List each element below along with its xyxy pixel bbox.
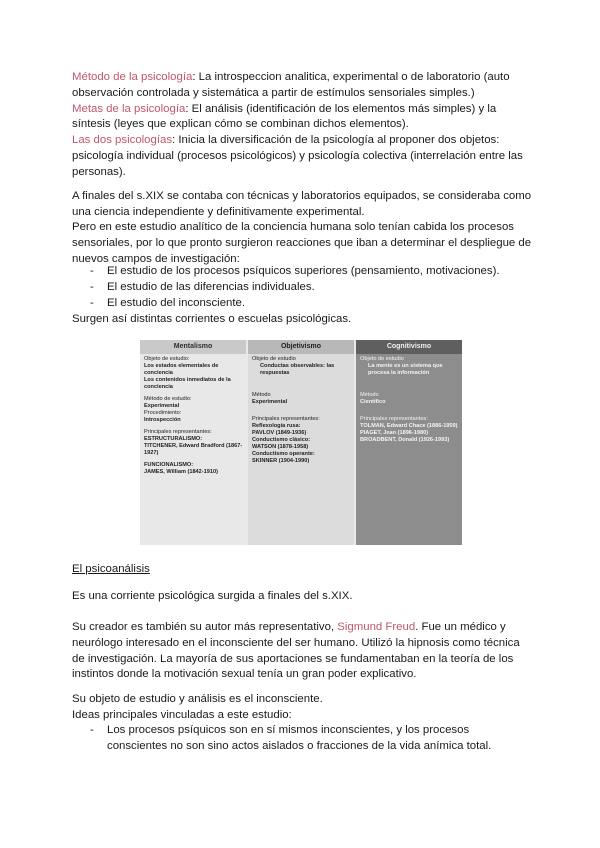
list-item-text: Los procesos psíquicos son en sí mismos inconscientes, y los procesos conscientes no son sino actos aislados o fracciones de la vida anímica total.: [107, 724, 492, 752]
metas-text: : El análisis (identificación de los elementos más simples) y la síntesis (leyes que explican cómo se combinan dichos elementos).: [72, 102, 497, 131]
column-body: [252, 356, 351, 465]
cell-value: Reflexología rusa:: [252, 423, 301, 429]
cell-value: TITCHENER, Edward Bradford (1867-1927): [144, 443, 243, 456]
paragraph-objeto: Su objeto de estudio y análisis es el inconsciente.: [72, 693, 323, 705]
column-header: Mentalismo: [140, 340, 246, 354]
paragraph-ideas: Ideas principales vinculadas a este estudio:: [72, 709, 292, 721]
cell-value: Introspección: [144, 417, 181, 423]
dos-psicologias-text: : Inicia la diversificación de la psicología al proponer dos objetos: psicología individual (procesos psicológicos) y psicología colectiva (interrelación entre las personas).: [72, 134, 523, 178]
cell-value: BROADBENT, Donald (1926-1993): [360, 437, 450, 443]
cell-value: Conductismo clásico:: [252, 437, 311, 443]
cell-value: Científico: [360, 399, 386, 405]
paragraph-corriente: Es una corriente psicológica surgida a finales del s.XIX.: [72, 590, 353, 602]
paragraph-siglo-xix: A finales del s.XIX se contaba con técnicas y laboratorios equipados, se consideraba como una ciencia independiente y definitivamente experimental.: [72, 190, 532, 218]
metas-label: Metas de la psicología: [72, 102, 186, 115]
paragraph-reacciones: Pero en este estudio analítico de la conciencia humana solo tenían cabida los procesos sensoriales, por lo que pronto surgieron reacciones que iban a determinar el despliegue de nuevos campos de investigación:: [72, 221, 532, 265]
cell-value: Los contenidos inmediatos de la conciencia: [144, 377, 231, 390]
paragraph-corrientes: Surgen así distintas corrientes o escuelas psicológicas.: [72, 313, 352, 325]
column-cognitivismo: [356, 340, 462, 545]
column-body: [144, 356, 243, 476]
cell-value: La mente es un sistema que procesa la información: [368, 363, 443, 376]
schools-comparison-table: [140, 340, 462, 545]
dos-psicologias-label: Las dos psicologías: [72, 134, 173, 147]
cell-label: Principales representantes:: [360, 416, 428, 422]
cell-value: Experimental: [144, 403, 180, 409]
column-objetivismo: [248, 340, 354, 545]
freud-name: Sigmund Freud: [337, 621, 416, 633]
list-dash: -: [90, 297, 94, 309]
cell-value: Conductas observables: las respuestas: [260, 363, 335, 376]
cell-label: Método: [252, 392, 271, 398]
cell-value: Conductismo operante:: [252, 451, 315, 457]
cell-label: Procedimiento:: [144, 410, 182, 416]
cell-value: JAMES, William (1842-1910): [144, 469, 218, 475]
cell-value: SKINNER (1904-1990): [252, 458, 310, 464]
cell-value: Los estados elementales de conciencia: [144, 363, 219, 376]
paragraph-freud: [72, 620, 532, 683]
freud-text-a: Su creador es también su autor más representativo,: [72, 621, 338, 633]
cell-label: Objeto de estudio: [360, 356, 404, 362]
column-mentalismo: [140, 340, 246, 545]
cell-label: Principales representantes:: [252, 416, 320, 422]
section-heading: El psicoanálisis: [72, 563, 150, 575]
cell-value: PAVLOV (1849-1936): [252, 430, 307, 436]
cell-label: Objeto de estudio: [252, 356, 296, 362]
list-item-text: El estudio de las diferencias individuales.: [107, 281, 315, 293]
list-item-text: El estudio del inconsciente.: [107, 297, 246, 309]
definitions-block: [72, 70, 532, 181]
freud-text-b: . Fue un médico y neurólogo interesado en el inconsciente del ser humano. Utilizó la hipnosis como técnica de investigación. La mayoría de sus aportaciones se fundamentaban en la teoría de los instintos donde la motivación sexual tenía un gran poder explicativo.: [72, 621, 520, 681]
metodo-label: Método de la psicología: [72, 71, 193, 83]
cell-value: PIAGET, Jean (1896-1980): [360, 430, 429, 436]
list-dash: -: [90, 265, 94, 277]
column-header: Cognitivismo: [356, 340, 462, 354]
cell-value: WATSON (1878-1958): [252, 444, 309, 450]
column-header: Objetivismo: [248, 340, 354, 354]
column-body: [360, 356, 459, 444]
list-dash: -: [90, 281, 94, 293]
list-dash: -: [90, 724, 94, 736]
cell-label: Método: [360, 392, 379, 398]
cell-value: ESTRUCTURALISMO:: [144, 436, 203, 442]
cell-value: TOLMAN, Edward Chace (1886-1959): [360, 423, 458, 429]
cell-value: FUNCIONALISMO:: [144, 462, 194, 468]
metodo-text: : La introspeccion analitica, experimental o de laboratorio (auto observación controlada y sistemática a partir de estímulos sensoriales simples.): [72, 71, 510, 99]
cell-label: Objeto de estudio:: [144, 356, 190, 362]
cell-label: Método de estudio:: [144, 396, 192, 402]
cell-label: Principales representantes:: [144, 429, 212, 435]
cell-value: Experimental: [252, 399, 288, 405]
list-item-text: El estudio de los procesos psíquicos superiores (pensamiento, motivaciones).: [107, 265, 500, 277]
